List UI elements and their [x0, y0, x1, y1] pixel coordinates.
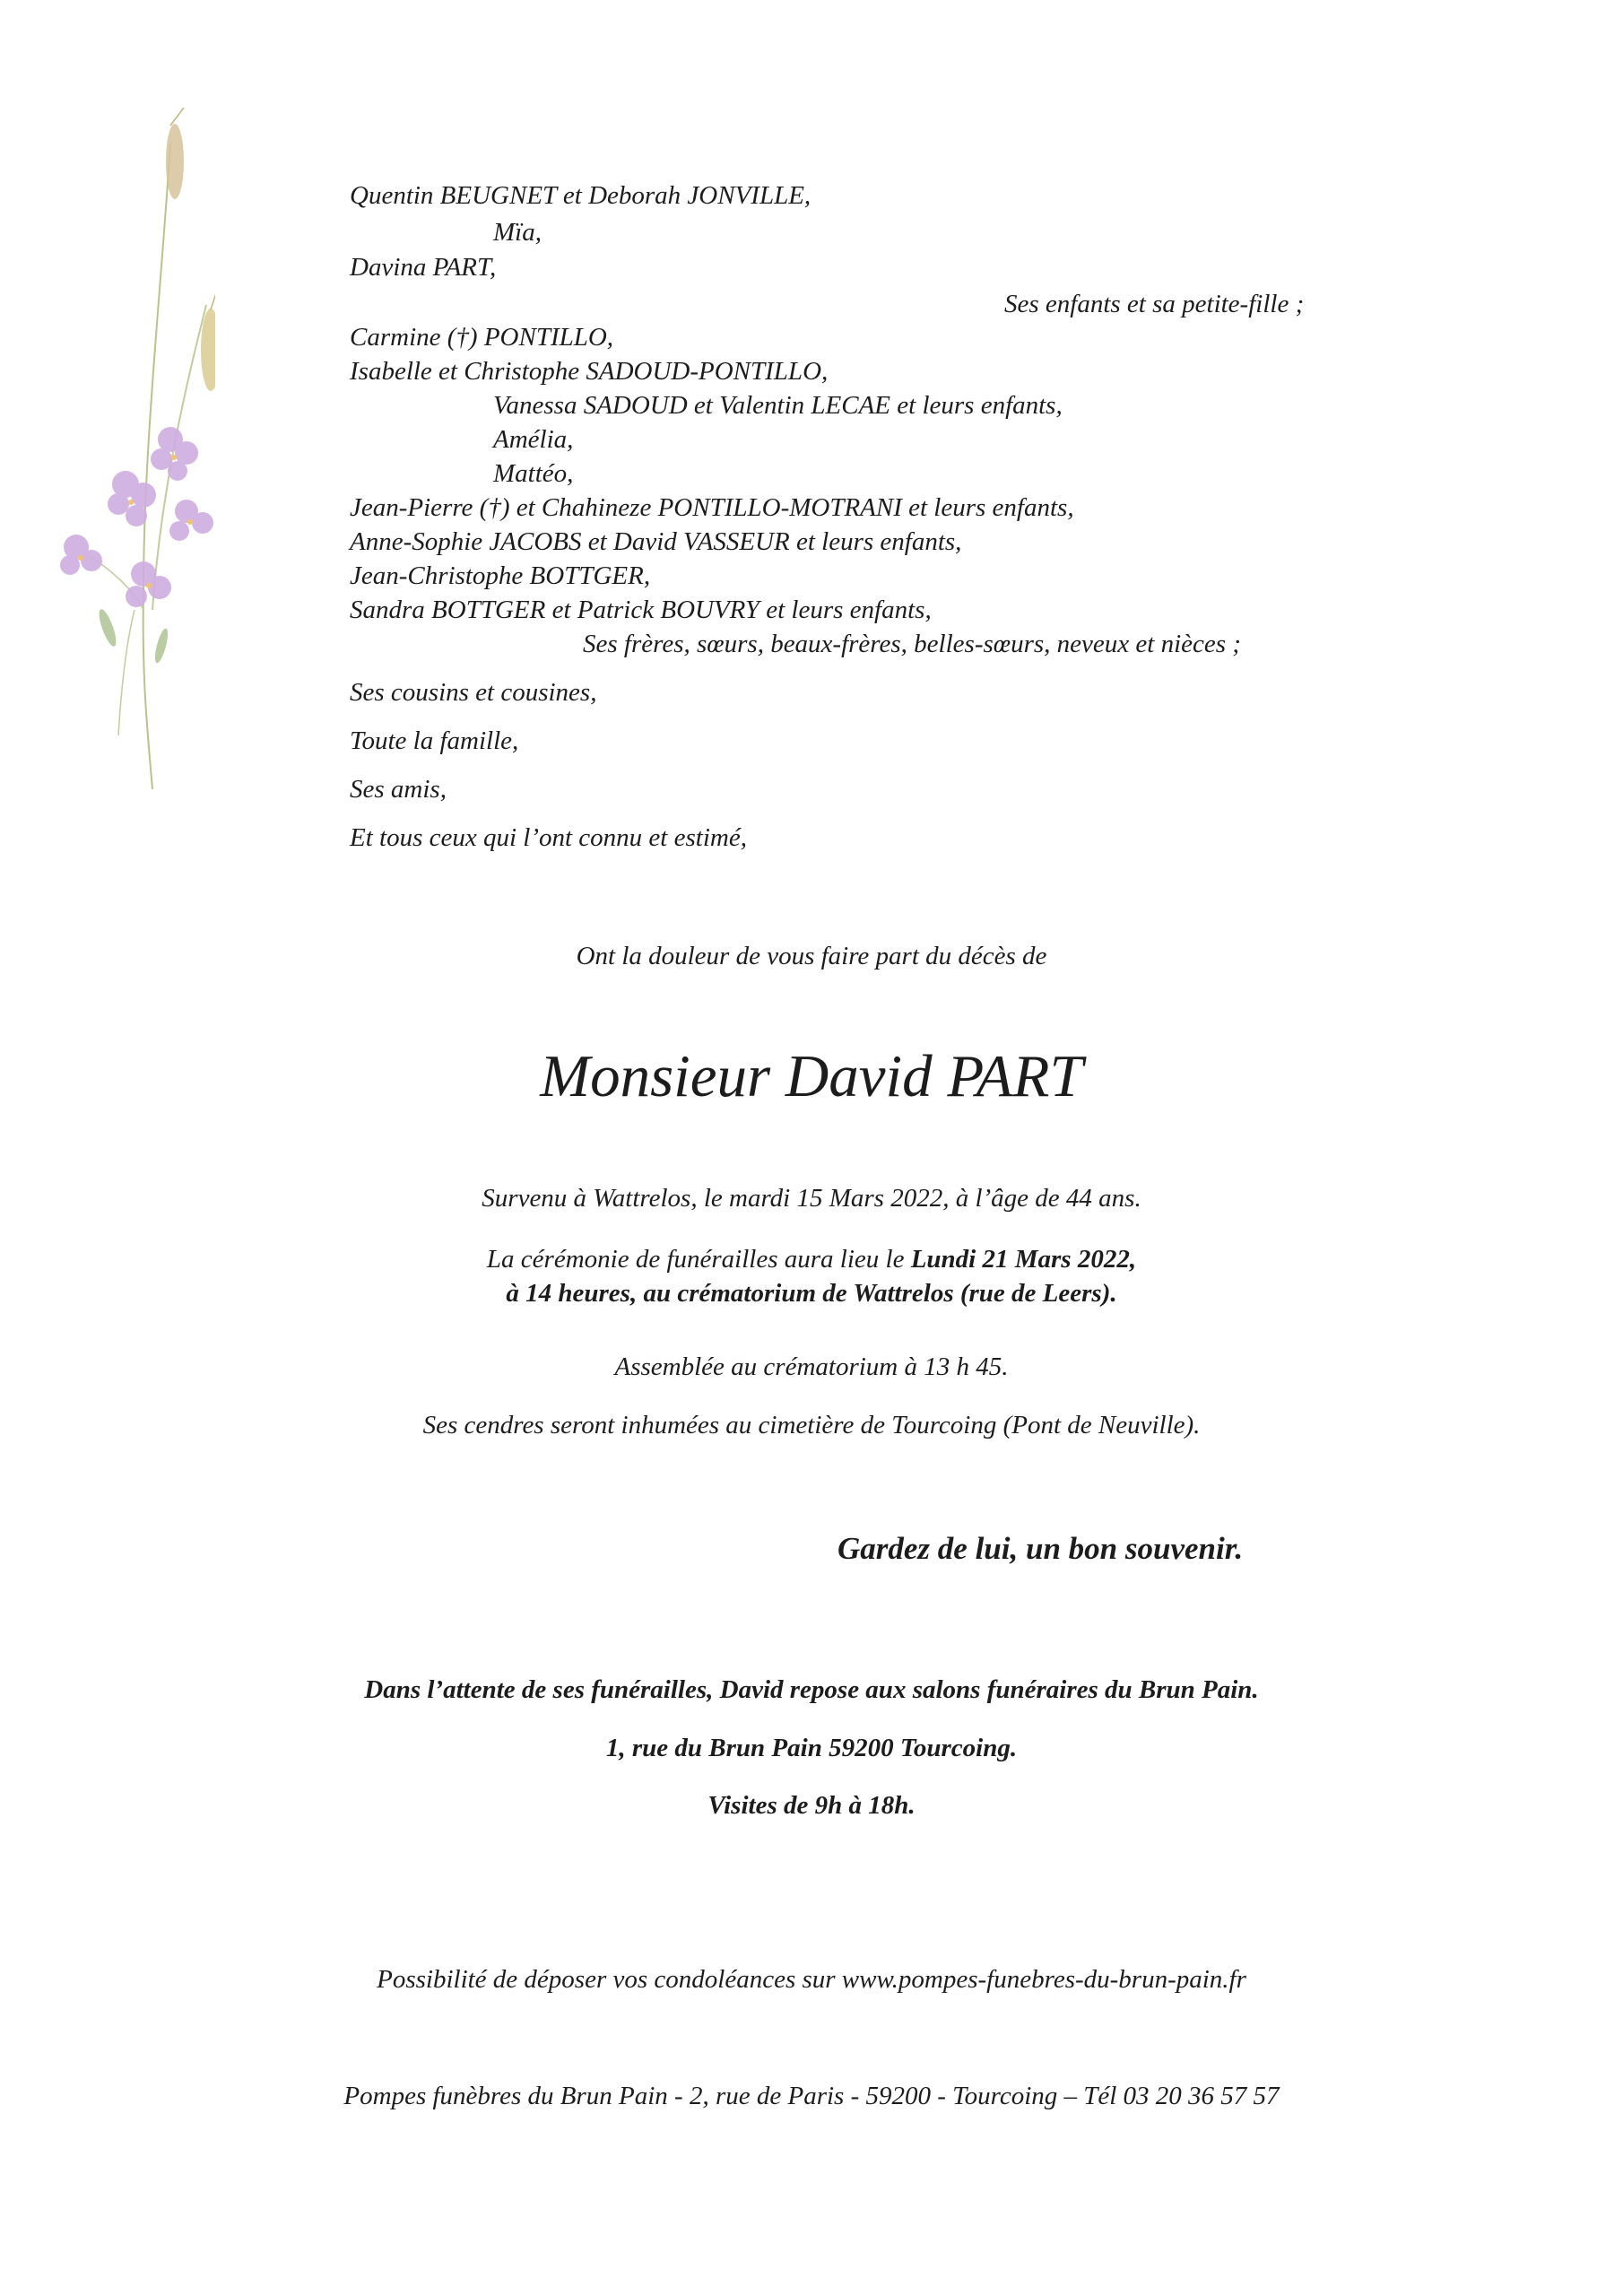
family-line: Ses amis, [350, 775, 447, 804]
address-text: 1, rue du Brun Pain 59200 Tourcoing. [605, 1734, 1018, 1762]
family-line: Toute la famille, [350, 726, 519, 755]
family-line: Carmine (†) PONTILLO, [350, 323, 614, 352]
footer-text: Pompes funèbres du Brun Pain - 2, rue de Paris - 59200 - Tourcoing – Tél 03 20 36 57 57 [343, 2082, 1280, 2110]
family-line: Anne-Sophie JACOBS et David VASSEUR et leurs enfants, [350, 527, 962, 556]
condolences-text: Possibilité de déposer vos condoléances sur www.pompes-funebres-du-brun-pain.fr [377, 1965, 1246, 1994]
family-line: Ses enfants et sa petite-fille ; [1004, 290, 1305, 318]
family-line: Amélia, [493, 425, 574, 454]
motto-text: Gardez de lui, un bon souvenir. [838, 1531, 1244, 1566]
family-line: Ses cousins et cousines, [350, 678, 597, 707]
family-line: Isabelle et Christophe SADOUD-PONTILLO, [350, 357, 829, 386]
intro-text: Ont la douleur de vous faire part du décès de [576, 942, 1047, 970]
flower-illustration [36, 108, 215, 789]
assembly-text: Assemblée au crématorium à 13 h 45. [614, 1352, 1009, 1381]
family-line: Jean-Christophe BOTTGER, [350, 561, 651, 590]
family-line: Quentin BEUGNET et Deborah JONVILLE, [350, 181, 812, 210]
rest-text: Dans l’attente de ses funérailles, David repose aux salons funéraires du Brun Pain. [364, 1675, 1259, 1704]
ceremony-date: Lundi 21 Mars 2022, [910, 1245, 1137, 1274]
family-line: Davina PART, [350, 253, 497, 282]
ceremony-prefix: La cérémonie de funérailles aura lieu le [486, 1245, 911, 1274]
family-line: Mattéo, [493, 459, 574, 488]
family-line: Et tous ceux qui l’ont connu et estimé, [350, 823, 747, 852]
family-line: Ses frères, sœurs, beaux-frères, belles-sœurs, neveux et nièces ; [583, 630, 1241, 658]
family-line: Mïa, [493, 218, 542, 247]
ceremony-line-2: à 14 heures, au crématorium de Wattrelos (rue de Leers). [506, 1279, 1117, 1308]
family-line: Jean-Pierre (†) et Chahineze PONTILLO-MOTRANI et leurs enfants, [350, 493, 1074, 522]
deceased-name: Monsieur David PART [540, 1043, 1083, 1109]
family-line: Vanessa SADOUD et Valentin LECAE et leurs enfants, [493, 391, 1063, 420]
ashes-text: Ses cendres seront inhumées au cimetière de Tourcoing (Pont de Neuville). [422, 1411, 1201, 1439]
ceremony-line-1 [0, 1243, 1623, 1275]
death-details: Survenu à Wattrelos, le mardi 15 Mars 2022, à l’âge de 44 ans. [482, 1184, 1141, 1213]
family-line: Sandra BOTTGER et Patrick BOUVRY et leurs enfants, [350, 596, 932, 624]
visits-text: Visites de 9h à 18h. [707, 1791, 916, 1820]
